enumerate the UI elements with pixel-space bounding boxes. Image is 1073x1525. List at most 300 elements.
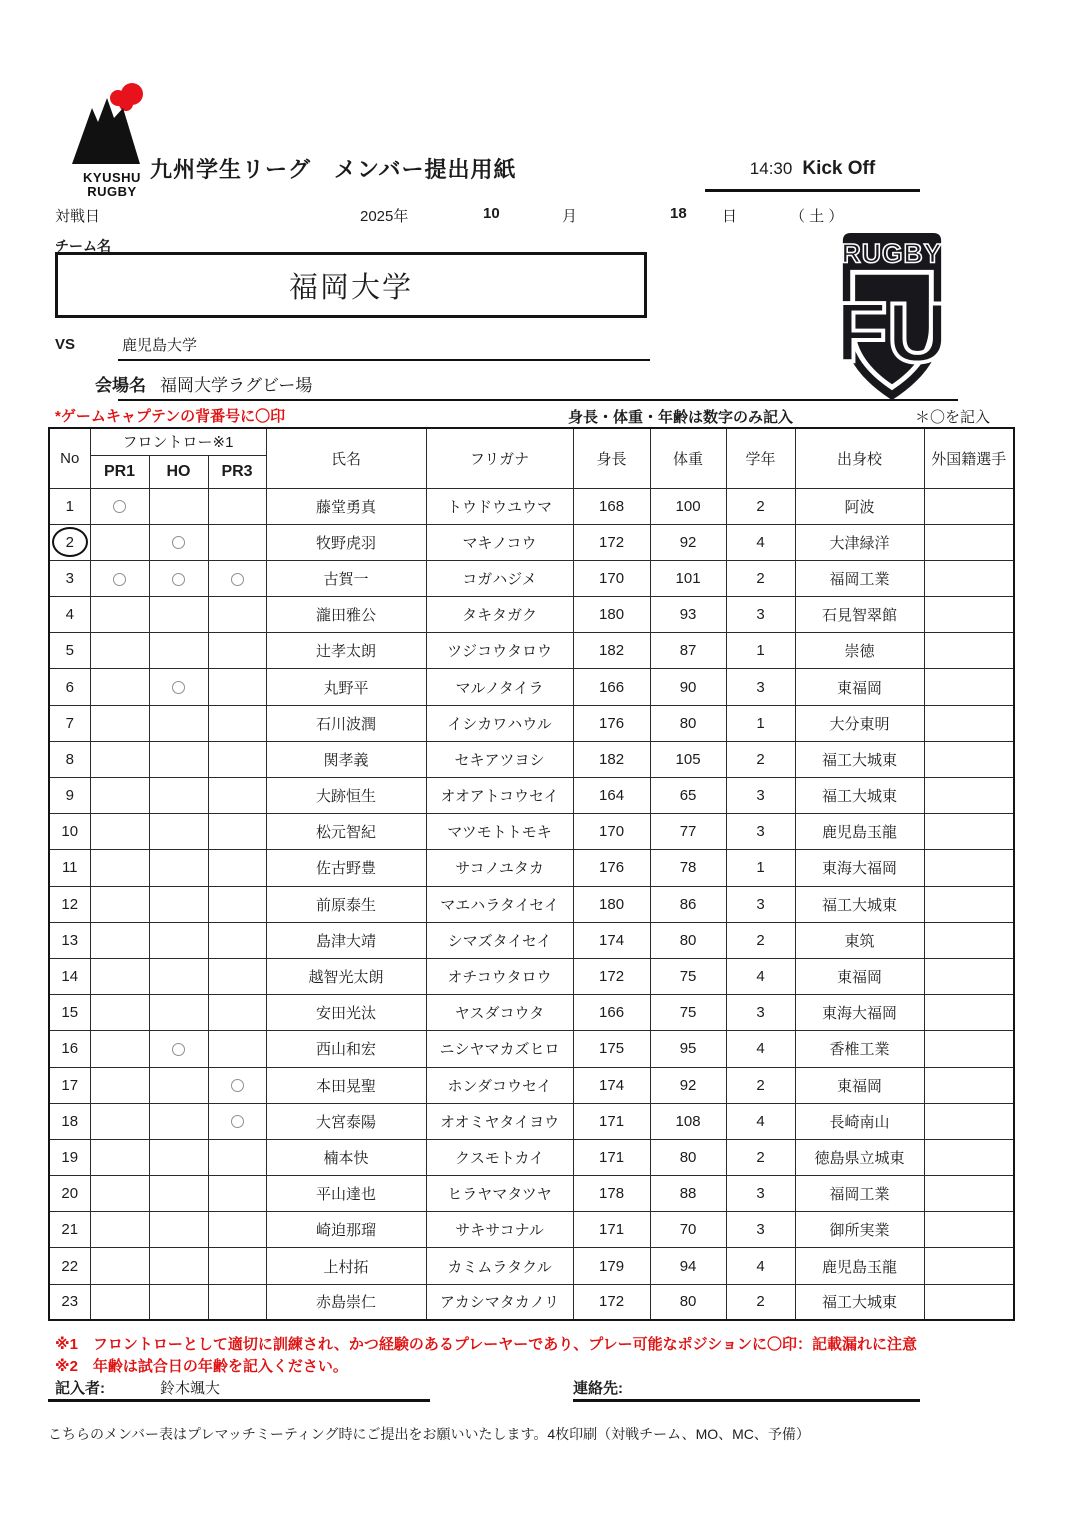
pr3-mark-cell bbox=[208, 1067, 266, 1103]
player-foreign-cell bbox=[924, 886, 1014, 922]
player-furigana-cell: タキタガク bbox=[426, 597, 573, 633]
pr1-mark-cell bbox=[90, 1103, 149, 1139]
position-circle-mark bbox=[172, 1043, 185, 1056]
player-furigana-cell: ヤスダコウタ bbox=[426, 995, 573, 1031]
player-weight-cell: 77 bbox=[650, 814, 726, 850]
player-foreign-cell bbox=[924, 741, 1014, 777]
player-weight-cell: 75 bbox=[650, 958, 726, 994]
date-day-value: 18 bbox=[670, 205, 687, 222]
pr3-mark-cell bbox=[208, 1212, 266, 1248]
opponent-name: 鹿児島大学 bbox=[122, 337, 198, 354]
player-weight-cell: 70 bbox=[650, 1212, 726, 1248]
player-furigana-cell: ニシヤマカズヒロ bbox=[426, 1031, 573, 1067]
player-row bbox=[49, 1031, 1014, 1067]
pr3-mark-cell bbox=[208, 814, 266, 850]
writer-label: 記入者: bbox=[55, 1380, 105, 1397]
player-no-cell bbox=[49, 958, 90, 994]
player-no-cell bbox=[49, 1248, 90, 1284]
roster-table bbox=[48, 427, 1015, 1321]
player-height-cell: 179 bbox=[573, 1248, 650, 1284]
player-foreign-cell bbox=[924, 597, 1014, 633]
page-title: 九州学生リーグ メンバー提出用紙 bbox=[150, 157, 517, 182]
player-school-cell: 崇徳 bbox=[795, 633, 924, 669]
player-name-cell: 越智光太朗 bbox=[266, 958, 426, 994]
player-row bbox=[49, 1139, 1014, 1175]
opponent-underline bbox=[118, 359, 650, 361]
col-header-pr3: PR3 bbox=[208, 455, 266, 488]
player-no-cell bbox=[49, 597, 90, 633]
player-furigana-cell: ツジコウタロウ bbox=[426, 633, 573, 669]
player-height-cell: 172 bbox=[573, 524, 650, 560]
player-no-cell bbox=[49, 1139, 90, 1175]
player-school-cell: 福岡工業 bbox=[795, 1176, 924, 1212]
player-grade-cell: 4 bbox=[726, 958, 795, 994]
player-no-cell bbox=[49, 814, 90, 850]
player-furigana-cell: サキサコナル bbox=[426, 1212, 573, 1248]
logo-text-line1: KYUSHU bbox=[83, 170, 141, 185]
pr1-mark-cell bbox=[90, 922, 149, 958]
ho-mark-cell bbox=[149, 1139, 208, 1175]
fu-rugby-badge bbox=[833, 231, 951, 408]
player-row bbox=[49, 524, 1014, 560]
player-furigana-cell: トウドウユウマ bbox=[426, 488, 573, 524]
player-foreign-cell bbox=[924, 958, 1014, 994]
player-name-cell: 佐古野豊 bbox=[266, 850, 426, 886]
player-no-cell bbox=[49, 669, 90, 705]
col-header-grade: 学年 bbox=[726, 428, 795, 488]
player-school-cell: 東海大福岡 bbox=[795, 995, 924, 1031]
pr3-mark-cell bbox=[208, 850, 266, 886]
ho-mark-cell bbox=[149, 814, 208, 850]
player-school-cell: 福工大城東 bbox=[795, 1284, 924, 1320]
player-height-cell: 176 bbox=[573, 705, 650, 741]
pr1-mark-cell bbox=[90, 886, 149, 922]
position-circle-mark bbox=[172, 573, 185, 586]
player-foreign-cell bbox=[924, 1103, 1014, 1139]
date-weekday: （ 土 ） bbox=[790, 208, 844, 225]
player-furigana-cell: イシカワハウル bbox=[426, 705, 573, 741]
player-name-cell: 古賀一 bbox=[266, 560, 426, 596]
player-school-cell: 御所実業 bbox=[795, 1212, 924, 1248]
player-no-cell bbox=[49, 1284, 90, 1320]
player-number: 19 bbox=[61, 1148, 79, 1166]
pr1-mark-cell bbox=[90, 560, 149, 596]
pr1-mark-cell bbox=[90, 1284, 149, 1320]
player-name-cell: 平山達也 bbox=[266, 1176, 426, 1212]
player-height-cell: 174 bbox=[573, 922, 650, 958]
col-header-weight: 体重 bbox=[650, 428, 726, 488]
player-row bbox=[49, 705, 1014, 741]
player-school-cell: 福工大城東 bbox=[795, 778, 924, 814]
position-circle-mark bbox=[113, 573, 126, 586]
ho-mark-cell bbox=[149, 1176, 208, 1212]
player-row bbox=[49, 995, 1014, 1031]
player-name-cell: 瀧田雅公 bbox=[266, 597, 426, 633]
player-school-cell: 鹿児島玉龍 bbox=[795, 1248, 924, 1284]
badge-fu-letters: FU bbox=[835, 284, 949, 380]
player-number: 18 bbox=[61, 1112, 79, 1130]
pr1-mark-cell bbox=[90, 958, 149, 994]
player-no-cell bbox=[49, 1031, 90, 1067]
player-weight-cell: 86 bbox=[650, 886, 726, 922]
player-foreign-cell bbox=[924, 1176, 1014, 1212]
player-grade-cell: 2 bbox=[726, 1067, 795, 1103]
pr1-mark-cell bbox=[90, 1031, 149, 1067]
col-header-pr1: PR1 bbox=[90, 455, 149, 488]
player-height-cell: 172 bbox=[573, 1284, 650, 1320]
footnote-2: ※2 年齢は試合日の年齢を記入ください。 bbox=[55, 1358, 348, 1375]
pr3-mark-cell bbox=[208, 488, 266, 524]
player-number: 1 bbox=[65, 497, 74, 515]
pr1-mark-cell bbox=[90, 1139, 149, 1175]
pr3-mark-cell bbox=[208, 597, 266, 633]
contact-underline bbox=[573, 1399, 920, 1402]
player-height-cell: 180 bbox=[573, 597, 650, 633]
pr1-mark-cell bbox=[90, 669, 149, 705]
ho-mark-cell bbox=[149, 669, 208, 705]
ho-mark-cell bbox=[149, 922, 208, 958]
col-header-height: 身長 bbox=[573, 428, 650, 488]
pr3-mark-cell bbox=[208, 633, 266, 669]
player-number: 14 bbox=[61, 968, 79, 986]
player-weight-cell: 80 bbox=[650, 705, 726, 741]
pr1-mark-cell bbox=[90, 488, 149, 524]
player-school-cell: 福工大城東 bbox=[795, 741, 924, 777]
player-grade-cell: 1 bbox=[726, 705, 795, 741]
pr3-mark-cell bbox=[208, 1103, 266, 1139]
player-furigana-cell: アカシマタカノリ bbox=[426, 1284, 573, 1320]
player-number: 20 bbox=[61, 1185, 79, 1203]
player-name-cell: 藤堂勇真 bbox=[266, 488, 426, 524]
player-no-cell bbox=[49, 705, 90, 741]
ho-mark-cell bbox=[149, 741, 208, 777]
player-foreign-cell bbox=[924, 488, 1014, 524]
player-furigana-cell: セキアツヨシ bbox=[426, 741, 573, 777]
player-foreign-cell bbox=[924, 1212, 1014, 1248]
player-weight-cell: 94 bbox=[650, 1248, 726, 1284]
pr1-mark-cell bbox=[90, 741, 149, 777]
venue-label: 会場名 bbox=[95, 376, 146, 395]
logo-text-line2: RUGBY bbox=[87, 184, 137, 199]
player-school-cell: 東福岡 bbox=[795, 958, 924, 994]
date-day-label: 日 bbox=[722, 208, 738, 225]
player-name-cell: 前原泰生 bbox=[266, 886, 426, 922]
player-no-cell bbox=[49, 1176, 90, 1212]
player-name-cell: 本田晃聖 bbox=[266, 1067, 426, 1103]
ho-mark-cell bbox=[149, 705, 208, 741]
player-furigana-cell: コガハジメ bbox=[426, 560, 573, 596]
player-grade-cell: 2 bbox=[726, 922, 795, 958]
col-header-school: 出身校 bbox=[795, 428, 924, 488]
player-no-cell bbox=[49, 633, 90, 669]
player-school-cell: 大津緑洋 bbox=[795, 524, 924, 560]
pr3-mark-cell bbox=[208, 778, 266, 814]
player-foreign-cell bbox=[924, 669, 1014, 705]
player-name-cell: 松元智紀 bbox=[266, 814, 426, 850]
ho-mark-cell bbox=[149, 886, 208, 922]
player-school-cell: 阿波 bbox=[795, 488, 924, 524]
player-name-cell: 辻孝太朗 bbox=[266, 633, 426, 669]
player-grade-cell: 2 bbox=[726, 1139, 795, 1175]
kickoff-time: 14:30 bbox=[749, 159, 793, 178]
player-name-cell: 上村拓 bbox=[266, 1248, 426, 1284]
player-weight-cell: 87 bbox=[650, 633, 726, 669]
player-number: 7 bbox=[65, 714, 74, 732]
player-weight-cell: 92 bbox=[650, 524, 726, 560]
player-school-cell: 福工大城東 bbox=[795, 886, 924, 922]
player-furigana-cell: マエハラタイセイ bbox=[426, 886, 573, 922]
player-foreign-cell bbox=[924, 633, 1014, 669]
player-foreign-cell bbox=[924, 560, 1014, 596]
player-height-cell: 171 bbox=[573, 1103, 650, 1139]
player-row bbox=[49, 1248, 1014, 1284]
player-no-cell bbox=[49, 1103, 90, 1139]
player-foreign-cell bbox=[924, 814, 1014, 850]
ho-mark-cell bbox=[149, 1031, 208, 1067]
player-grade-cell: 2 bbox=[726, 1284, 795, 1320]
pr1-mark-cell bbox=[90, 1067, 149, 1103]
pr1-mark-cell bbox=[90, 1248, 149, 1284]
player-row bbox=[49, 1284, 1014, 1320]
player-school-cell: 東筑 bbox=[795, 922, 924, 958]
col-header-ho: HO bbox=[149, 455, 208, 488]
player-height-cell: 170 bbox=[573, 560, 650, 596]
kickoff-label: Kick Off bbox=[802, 158, 876, 179]
player-row bbox=[49, 669, 1014, 705]
position-circle-mark bbox=[231, 573, 244, 586]
venue-value: 福岡大学ラグビー場 bbox=[160, 376, 313, 395]
player-number: 10 bbox=[61, 823, 79, 841]
kickoff-field bbox=[705, 158, 920, 192]
player-row bbox=[49, 488, 1014, 524]
col-header-foreign: 外国籍選手 bbox=[924, 428, 1014, 488]
ho-mark-cell bbox=[149, 1103, 208, 1139]
pr3-mark-cell bbox=[208, 1248, 266, 1284]
player-school-cell: 長崎南山 bbox=[795, 1103, 924, 1139]
pr1-mark-cell bbox=[90, 524, 149, 560]
pr3-mark-cell bbox=[208, 922, 266, 958]
player-name-cell: 石川波潤 bbox=[266, 705, 426, 741]
player-name-cell: 丸野平 bbox=[266, 669, 426, 705]
position-circle-mark bbox=[231, 1115, 244, 1128]
player-height-cell: 164 bbox=[573, 778, 650, 814]
player-grade-cell: 4 bbox=[726, 1031, 795, 1067]
player-weight-cell: 90 bbox=[650, 669, 726, 705]
player-furigana-cell: マキノコウ bbox=[426, 524, 573, 560]
player-row bbox=[49, 886, 1014, 922]
player-no-cell bbox=[49, 850, 90, 886]
player-grade-cell: 3 bbox=[726, 814, 795, 850]
player-height-cell: 176 bbox=[573, 850, 650, 886]
pr3-mark-cell bbox=[208, 1139, 266, 1175]
player-weight-cell: 100 bbox=[650, 488, 726, 524]
player-no-cell bbox=[49, 560, 90, 596]
pr1-mark-cell bbox=[90, 850, 149, 886]
player-furigana-cell: マルノタイラ bbox=[426, 669, 573, 705]
player-furigana-cell: オオアトコウセイ bbox=[426, 778, 573, 814]
player-grade-cell: 2 bbox=[726, 560, 795, 596]
player-school-cell: 東福岡 bbox=[795, 1067, 924, 1103]
date-year: 2025年 bbox=[360, 208, 409, 225]
player-weight-cell: 65 bbox=[650, 778, 726, 814]
player-name-cell: 大跡恒生 bbox=[266, 778, 426, 814]
position-circle-mark bbox=[172, 536, 185, 549]
ho-mark-cell bbox=[149, 488, 208, 524]
pr1-mark-cell bbox=[90, 995, 149, 1031]
player-row bbox=[49, 1103, 1014, 1139]
pr1-mark-cell bbox=[90, 633, 149, 669]
player-height-cell: 166 bbox=[573, 669, 650, 705]
volcano-icon bbox=[66, 82, 158, 166]
player-foreign-cell bbox=[924, 995, 1014, 1031]
player-weight-cell: 108 bbox=[650, 1103, 726, 1139]
numeric-only-note: 身長・体重・年齢は数字のみ記入 bbox=[568, 409, 794, 426]
player-name-cell: 島津大靖 bbox=[266, 922, 426, 958]
player-no-cell bbox=[49, 995, 90, 1031]
ho-mark-cell bbox=[149, 1284, 208, 1320]
pr3-mark-cell bbox=[208, 741, 266, 777]
player-furigana-cell: ホンダコウセイ bbox=[426, 1067, 573, 1103]
player-height-cell: 174 bbox=[573, 1067, 650, 1103]
ho-mark-cell bbox=[149, 995, 208, 1031]
team-name-value: 福岡大学 bbox=[288, 271, 413, 304]
player-number: 3 bbox=[65, 569, 74, 587]
player-row bbox=[49, 1212, 1014, 1248]
pr3-mark-cell bbox=[208, 1176, 266, 1212]
date-month-value: 10 bbox=[483, 205, 500, 222]
player-no-cell bbox=[49, 778, 90, 814]
player-school-cell: 鹿児島玉龍 bbox=[795, 814, 924, 850]
col-header-front-row-group: フロントロー※1 bbox=[90, 428, 266, 455]
player-weight-cell: 80 bbox=[650, 1139, 726, 1175]
pr1-mark-cell bbox=[90, 778, 149, 814]
col-header-name: 氏名 bbox=[266, 428, 426, 488]
contact-label: 連絡先: bbox=[573, 1380, 623, 1397]
player-grade-cell: 4 bbox=[726, 524, 795, 560]
player-no-cell bbox=[49, 1212, 90, 1248]
ho-mark-cell bbox=[149, 560, 208, 596]
ho-mark-cell bbox=[149, 633, 208, 669]
player-school-cell: 東海大福岡 bbox=[795, 850, 924, 886]
pr1-mark-cell bbox=[90, 1176, 149, 1212]
player-school-cell: 大分東明 bbox=[795, 705, 924, 741]
player-row bbox=[49, 1067, 1014, 1103]
player-name-cell: 西山和宏 bbox=[266, 1031, 426, 1067]
player-grade-cell: 2 bbox=[726, 488, 795, 524]
match-date-row bbox=[0, 205, 1073, 227]
player-number: 21 bbox=[61, 1221, 79, 1239]
player-height-cell: 182 bbox=[573, 741, 650, 777]
date-label: 対戦日 bbox=[55, 208, 101, 225]
date-month-label: 月 bbox=[562, 208, 578, 225]
player-furigana-cell: サコノユタカ bbox=[426, 850, 573, 886]
player-height-cell: 171 bbox=[573, 1139, 650, 1175]
player-height-cell: 178 bbox=[573, 1176, 650, 1212]
player-school-cell: 香椎工業 bbox=[795, 1031, 924, 1067]
player-foreign-cell bbox=[924, 1031, 1014, 1067]
writer-underline bbox=[48, 1399, 430, 1402]
player-furigana-cell: クスモトカイ bbox=[426, 1139, 573, 1175]
player-furigana-cell: シマズタイセイ bbox=[426, 922, 573, 958]
player-number: 5 bbox=[65, 642, 74, 660]
player-name-cell: 赤島崇仁 bbox=[266, 1284, 426, 1320]
col-header-furigana: フリガナ bbox=[426, 428, 573, 488]
position-circle-mark bbox=[231, 1079, 244, 1092]
player-weight-cell: 93 bbox=[650, 597, 726, 633]
player-number: 17 bbox=[61, 1076, 79, 1094]
player-height-cell: 175 bbox=[573, 1031, 650, 1067]
circle-entry-note: ＊〇を記入 bbox=[915, 409, 991, 426]
pr3-mark-cell bbox=[208, 560, 266, 596]
player-foreign-cell bbox=[924, 778, 1014, 814]
ho-mark-cell bbox=[149, 958, 208, 994]
ho-mark-cell bbox=[149, 1248, 208, 1284]
player-name-cell: 牧野虎羽 bbox=[266, 524, 426, 560]
player-height-cell: 171 bbox=[573, 1212, 650, 1248]
player-name-cell: 安田光汰 bbox=[266, 995, 426, 1031]
position-circle-mark bbox=[113, 500, 126, 513]
player-row bbox=[49, 741, 1014, 777]
player-row bbox=[49, 597, 1014, 633]
player-weight-cell: 105 bbox=[650, 741, 726, 777]
player-no-cell bbox=[49, 741, 90, 777]
player-number: 23 bbox=[61, 1293, 79, 1311]
player-number: 12 bbox=[61, 895, 79, 913]
player-school-cell: 東福岡 bbox=[795, 669, 924, 705]
player-name-cell: 大宮泰陽 bbox=[266, 1103, 426, 1139]
player-number: 16 bbox=[61, 1040, 79, 1058]
position-circle-mark bbox=[172, 681, 185, 694]
pr3-mark-cell bbox=[208, 995, 266, 1031]
player-row bbox=[49, 633, 1014, 669]
player-no-cell bbox=[49, 488, 90, 524]
player-foreign-cell bbox=[924, 1284, 1014, 1320]
player-height-cell: 170 bbox=[573, 814, 650, 850]
player-number: 13 bbox=[61, 931, 79, 949]
player-school-cell: 福岡工業 bbox=[795, 560, 924, 596]
pr1-mark-cell bbox=[90, 814, 149, 850]
pr3-mark-cell bbox=[208, 958, 266, 994]
player-number: 8 bbox=[65, 750, 74, 768]
venue-underline bbox=[118, 399, 958, 401]
player-grade-cell: 3 bbox=[726, 597, 795, 633]
player-weight-cell: 80 bbox=[650, 1284, 726, 1320]
player-row bbox=[49, 958, 1014, 994]
player-height-cell: 168 bbox=[573, 488, 650, 524]
player-row bbox=[49, 1176, 1014, 1212]
ho-mark-cell bbox=[149, 778, 208, 814]
player-height-cell: 166 bbox=[573, 995, 650, 1031]
pr1-mark-cell bbox=[90, 1212, 149, 1248]
player-row bbox=[49, 814, 1014, 850]
player-school-cell: 石見智翠館 bbox=[795, 597, 924, 633]
player-foreign-cell bbox=[924, 1067, 1014, 1103]
player-name-cell: 関孝義 bbox=[266, 741, 426, 777]
player-grade-cell: 4 bbox=[726, 1248, 795, 1284]
player-grade-cell: 3 bbox=[726, 1176, 795, 1212]
player-row bbox=[49, 922, 1014, 958]
player-name-cell: 崎迫那瑠 bbox=[266, 1212, 426, 1248]
footnote-1: ※1 フロントローとして適切に訓練され、かつ経験のあるプレーヤーであり、プレー可能なポジションに〇印：記載漏れに注意 bbox=[55, 1336, 917, 1353]
player-grade-cell: 2 bbox=[726, 741, 795, 777]
vs-label: VS bbox=[55, 336, 76, 353]
player-row bbox=[49, 560, 1014, 596]
player-school-cell: 徳島県立城東 bbox=[795, 1139, 924, 1175]
player-furigana-cell: オオミヤタイヨウ bbox=[426, 1103, 573, 1139]
player-grade-cell: 3 bbox=[726, 778, 795, 814]
submission-instruction: こちらのメンバー表はプレマッチミーティング時にご提出をお願いいたします。4枚印刷（対戦チーム、MO、MC、予備） bbox=[48, 1426, 810, 1442]
captain-circle-note: *ゲームキャプテンの背番号に〇印 bbox=[55, 408, 286, 425]
